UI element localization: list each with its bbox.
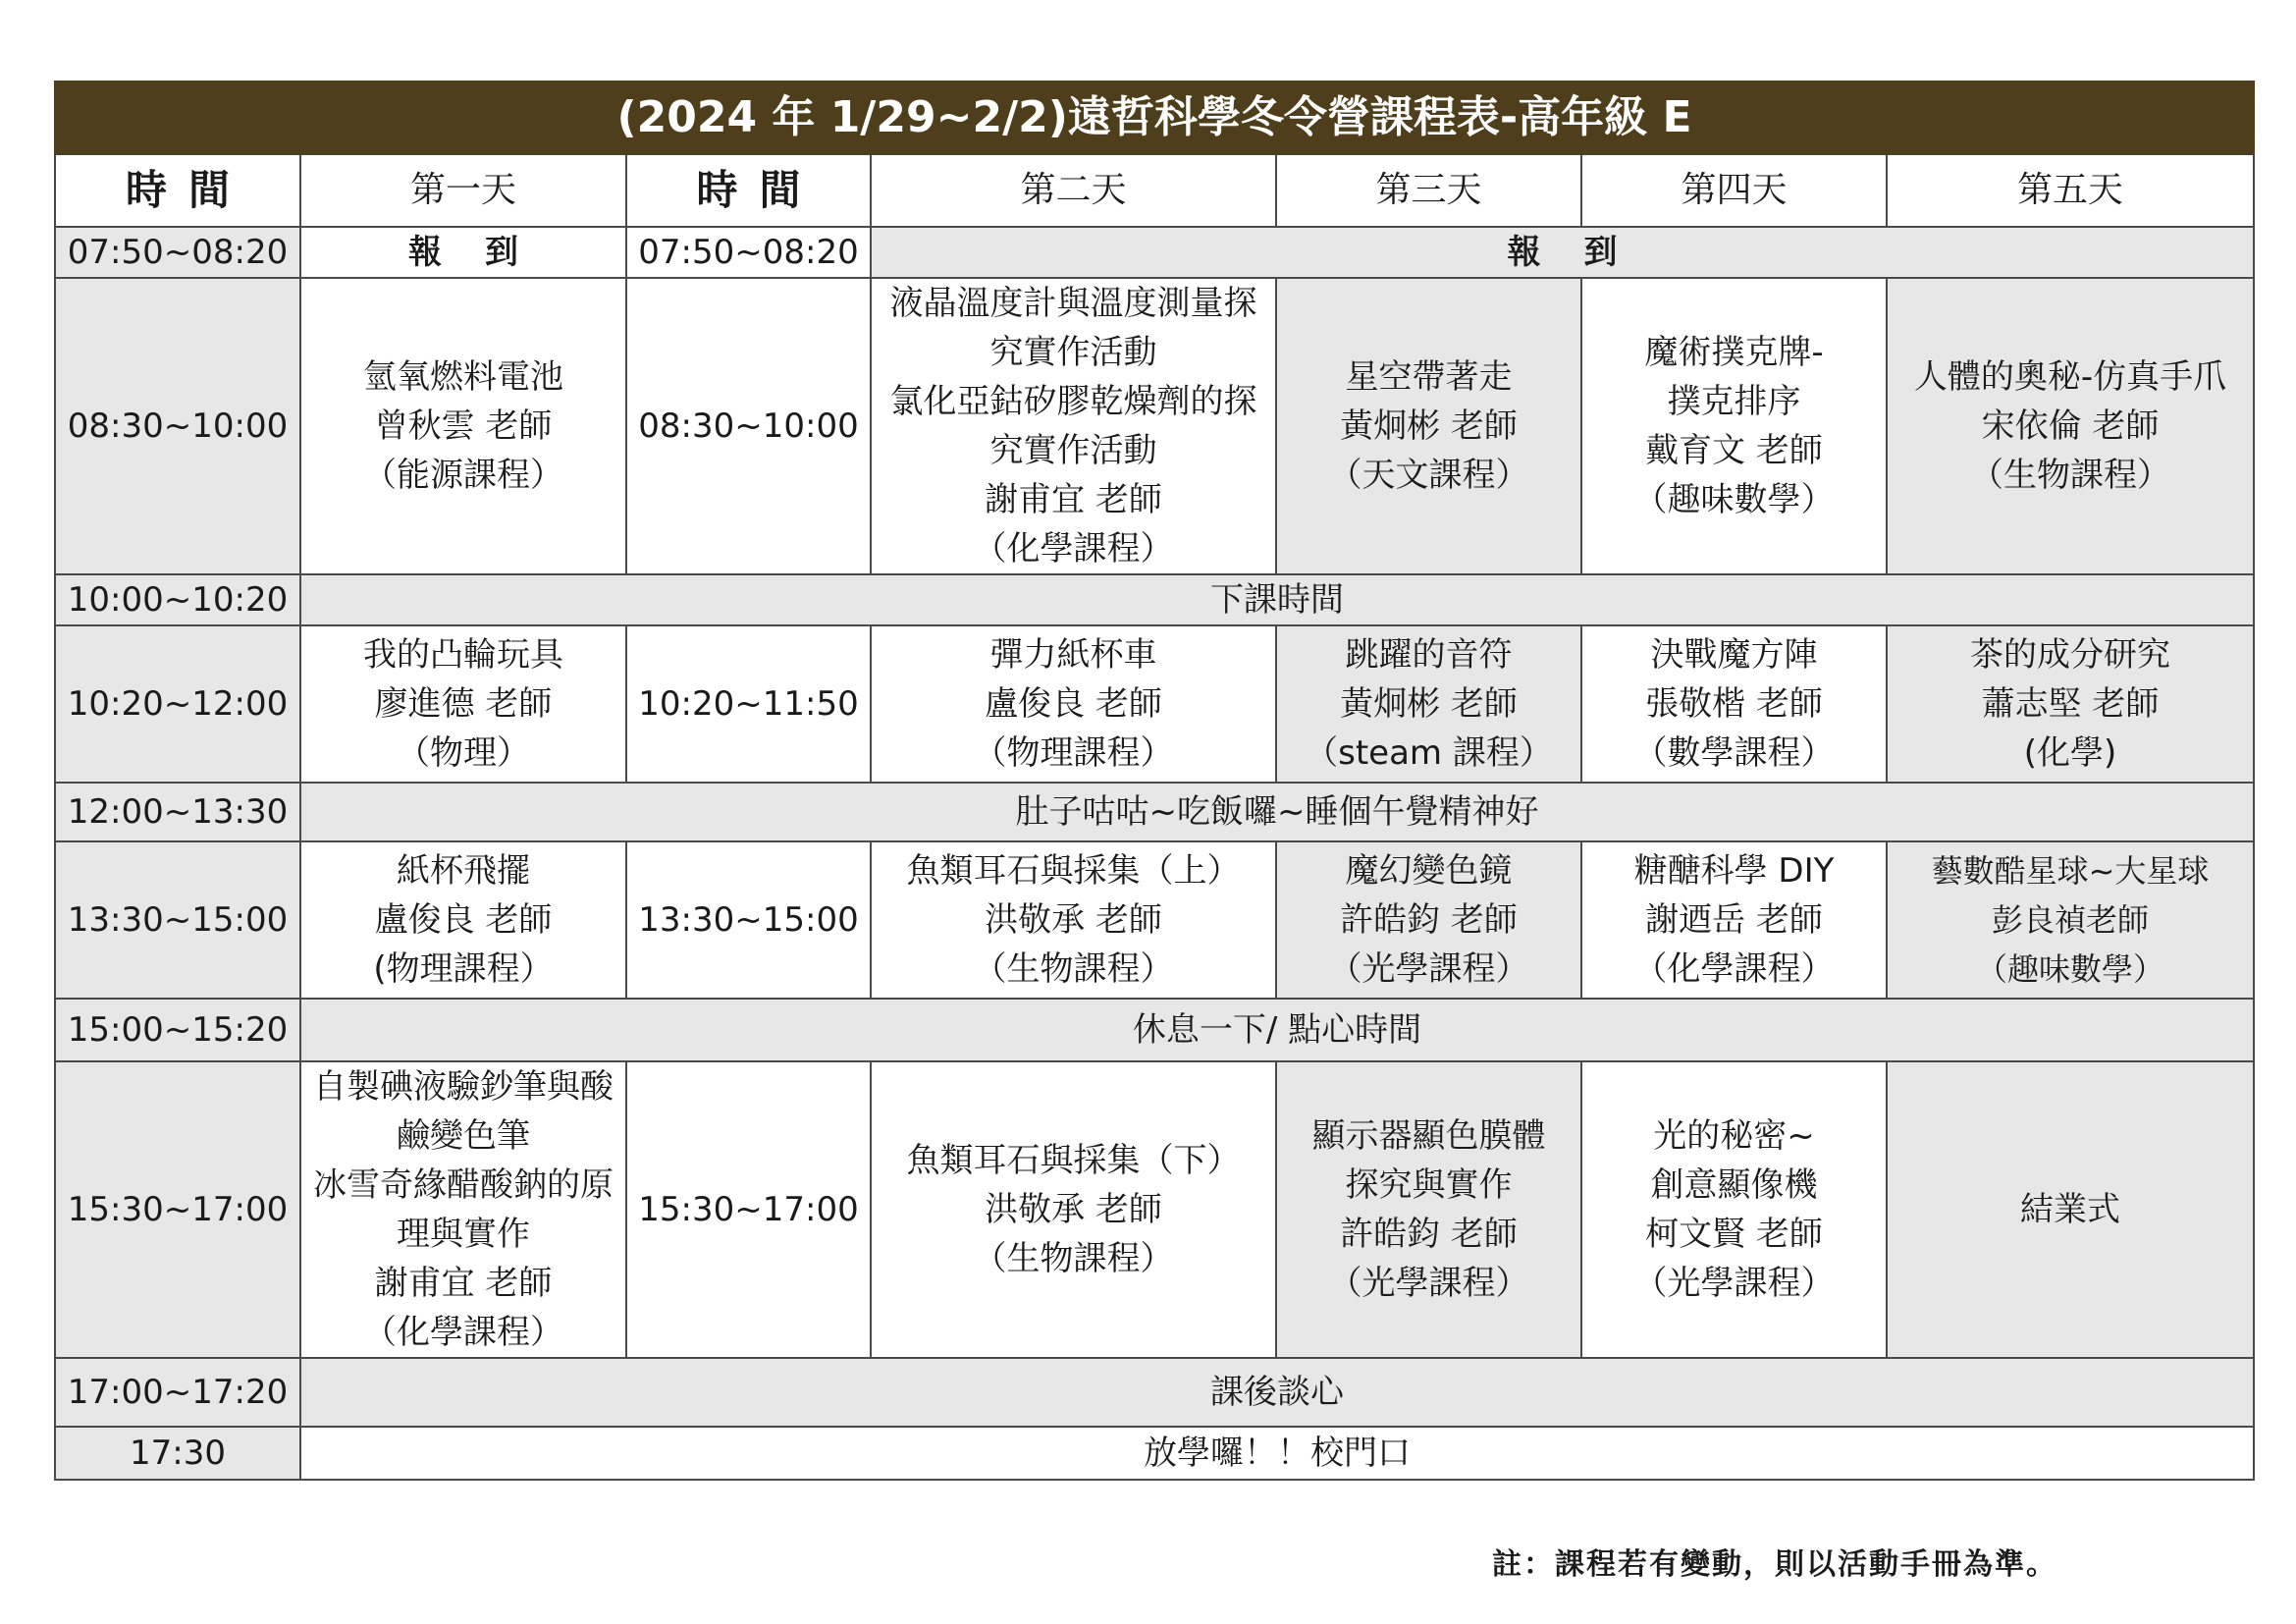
course-line: 謝迺岳 老師 xyxy=(1645,900,1823,940)
course-line: （光學課程） xyxy=(1633,1264,1835,1303)
row-session-4 xyxy=(55,1061,2254,1358)
course-cell xyxy=(1887,625,2254,783)
course-line: 究實作活動 xyxy=(989,431,1157,470)
time-cell: 15:00~15:20 xyxy=(55,999,300,1061)
course-line: 宋依倫 老師 xyxy=(1981,406,2160,446)
course-cell xyxy=(871,625,1276,783)
course-cell xyxy=(1887,1061,2254,1358)
course-line: 黃炯彬 老師 xyxy=(1340,406,1518,446)
time-cell-2: 07:50~08:20 xyxy=(626,227,871,278)
course-cell xyxy=(1276,625,1581,783)
course-cell xyxy=(871,278,1276,574)
course-cell xyxy=(1276,1061,1581,1358)
checkin-day1: 報到 xyxy=(300,227,626,278)
lunch-label: 肚子咕咕~吃飯囉~睡個午覺精神好 xyxy=(300,783,2254,841)
course-line: 撲克排序 xyxy=(1667,382,1801,421)
course-line: 創意顯像機 xyxy=(1650,1165,1818,1205)
course-cell xyxy=(300,841,626,999)
course-line: 黃炯彬 老師 xyxy=(1340,684,1518,724)
course-line: 冰雪奇緣醋酸鈉的原 xyxy=(313,1165,614,1205)
course-line: 魚類耳石與採集（下） xyxy=(906,1141,1241,1180)
course-cell xyxy=(300,1061,626,1358)
course-line: （生物課程） xyxy=(973,949,1174,989)
course-line: （趣味數學） xyxy=(1633,480,1835,519)
course-line: （天文課程） xyxy=(1328,456,1529,495)
course-line: 人體的奧秘-仿真手爪 xyxy=(1913,357,2227,397)
course-line: 蕭志堅 老師 xyxy=(1981,684,2160,724)
time-cell-2: 13:30~15:00 xyxy=(626,841,871,999)
course-line: （物理課程） xyxy=(973,733,1174,773)
course-line: （生物課程） xyxy=(1970,456,2171,495)
course-line: （能源課程） xyxy=(363,456,563,495)
time-cell: 17:30 xyxy=(55,1427,300,1480)
course-line: 究實作活動 xyxy=(989,333,1157,372)
course-line: 彈力紙杯車 xyxy=(989,635,1157,675)
course-cell xyxy=(300,278,626,574)
course-line: 我的凸輪玩具 xyxy=(363,635,563,675)
course-line: 謝甫宜 老師 xyxy=(985,480,1162,519)
row-session-2 xyxy=(55,625,2254,783)
row-session-1 xyxy=(55,278,2254,574)
course-line: 魔術撲克牌- xyxy=(1644,333,1824,372)
course-line: 鹼變色筆 xyxy=(397,1116,530,1156)
course-line: 魚類耳石與採集（上） xyxy=(906,851,1241,891)
course-line: 盧俊良 老師 xyxy=(985,684,1162,724)
course-line: 探究與實作 xyxy=(1345,1165,1513,1205)
course-line: 氯化亞鈷矽膠乾燥劑的探 xyxy=(889,382,1257,421)
course-cell xyxy=(1276,841,1581,999)
course-line: 廖進德 老師 xyxy=(374,684,553,724)
row-dismiss xyxy=(55,1427,2254,1480)
header-day2: 第二天 xyxy=(871,154,1276,227)
time-cell-2: 08:30~10:00 xyxy=(626,278,871,574)
course-line: 魔幻變色鏡 xyxy=(1345,851,1513,891)
header-day5: 第五天 xyxy=(1887,154,2254,227)
course-line: 糖醣科學 DIY xyxy=(1633,851,1835,891)
course-cell xyxy=(1581,625,1887,783)
course-line: （數學課程） xyxy=(1633,733,1835,773)
time-cell: 15:30~17:00 xyxy=(55,1061,300,1358)
course-line: 柯文賢 老師 xyxy=(1645,1215,1823,1254)
schedule-table xyxy=(54,81,2255,1481)
time-cell: 13:30~15:00 xyxy=(55,841,300,999)
break-label: 下課時間 xyxy=(300,574,2254,625)
course-line: 理與實作 xyxy=(397,1215,530,1254)
row-session-3 xyxy=(55,841,2254,999)
footnote: 註：課程若有變動，則以活動手冊為準。 xyxy=(1492,1547,2057,1582)
row-lunch xyxy=(55,783,2254,841)
course-cell xyxy=(1581,841,1887,999)
header-row xyxy=(55,154,2254,227)
course-cell xyxy=(300,625,626,783)
schedule-title: (2024 年 1/29~2/2)遠哲科學冬令營課程表-高年級 E xyxy=(55,81,2254,154)
time-cell: 08:30~10:00 xyxy=(55,278,300,574)
time-cell: 10:00~10:20 xyxy=(55,574,300,625)
time-cell: 12:00~13:30 xyxy=(55,783,300,841)
course-line: 曾秋雲 老師 xyxy=(374,406,553,446)
time-cell-2: 10:20~11:50 xyxy=(626,625,871,783)
header-day1: 第一天 xyxy=(300,154,626,227)
course-line: 戴育文 老師 xyxy=(1645,431,1823,470)
row-talk xyxy=(55,1358,2254,1427)
time-cell: 07:50~08:20 xyxy=(55,227,300,278)
course-line: 謝甫宜 老師 xyxy=(374,1264,553,1303)
course-line: （化學課程） xyxy=(1633,949,1835,989)
course-line: 藝數酷星球~大星球 xyxy=(1931,852,2210,890)
course-line: 光的秘密~ xyxy=(1653,1116,1815,1156)
course-line: （趣味數學） xyxy=(1976,950,2165,988)
course-line: 氫氧燃料電池 xyxy=(363,357,563,397)
header-time-1: 時間 xyxy=(55,154,300,227)
course-line: 決戰魔方陣 xyxy=(1650,635,1818,675)
course-line: 跳躍的音符 xyxy=(1345,635,1513,675)
course-line: 紙杯飛擺 xyxy=(397,851,530,891)
course-cell xyxy=(1581,1061,1887,1358)
course-line: 星空帶著走 xyxy=(1345,357,1513,397)
course-cell xyxy=(871,841,1276,999)
title-row xyxy=(55,81,2254,154)
course-cell xyxy=(871,1061,1276,1358)
row-checkin xyxy=(55,227,2254,278)
course-line: 許皓鈞 老師 xyxy=(1340,1215,1518,1254)
course-line: （光學課程） xyxy=(1328,949,1529,989)
talk-label: 課後談心 xyxy=(300,1358,2254,1427)
course-line: （生物課程） xyxy=(973,1239,1174,1278)
header-time-2: 時間 xyxy=(626,154,871,227)
course-line: 洪敬承 老師 xyxy=(985,1190,1162,1229)
course-line: （化學課程） xyxy=(363,1313,563,1352)
course-line: (物理課程） xyxy=(373,949,554,989)
course-cell xyxy=(1887,841,2254,999)
checkin-rest: 報到 xyxy=(871,227,2254,278)
course-line: 茶的成分研究 xyxy=(1970,635,2171,675)
course-line: 顯示器顯色膜體 xyxy=(1311,1116,1546,1156)
snack-label: 休息一下/ 點心時間 xyxy=(300,999,2254,1061)
course-line: (化學) xyxy=(2023,733,2117,773)
course-line: （物理） xyxy=(397,733,530,773)
course-cell xyxy=(1887,278,2254,574)
course-line: 自製碘液驗鈔筆與酸 xyxy=(313,1067,614,1107)
time-cell: 10:20~12:00 xyxy=(55,625,300,783)
course-line: 盧俊良 老師 xyxy=(374,900,553,940)
course-line: 彭良禎老師 xyxy=(1992,901,2150,939)
header-day4: 第四天 xyxy=(1581,154,1887,227)
course-line: 許皓鈞 老師 xyxy=(1340,900,1518,940)
time-cell-2: 15:30~17:00 xyxy=(626,1061,871,1358)
course-cell xyxy=(1581,278,1887,574)
course-line: 張敬楷 老師 xyxy=(1645,684,1823,724)
row-break-1 xyxy=(55,574,2254,625)
time-cell: 17:00~17:20 xyxy=(55,1358,300,1427)
course-cell xyxy=(1276,278,1581,574)
course-line: 洪敬承 老師 xyxy=(985,900,1162,940)
row-break-2 xyxy=(55,999,2254,1061)
course-line: 液晶溫度計與溫度測量探 xyxy=(889,284,1257,323)
course-line: （steam 課程） xyxy=(1305,733,1553,773)
course-line: 結業式 xyxy=(2020,1190,2121,1229)
dismiss-label: 放學囉！！校門口 xyxy=(300,1427,2254,1480)
course-line: （光學課程） xyxy=(1328,1264,1529,1303)
header-day3: 第三天 xyxy=(1276,154,1581,227)
course-line: （化學課程） xyxy=(973,529,1174,568)
